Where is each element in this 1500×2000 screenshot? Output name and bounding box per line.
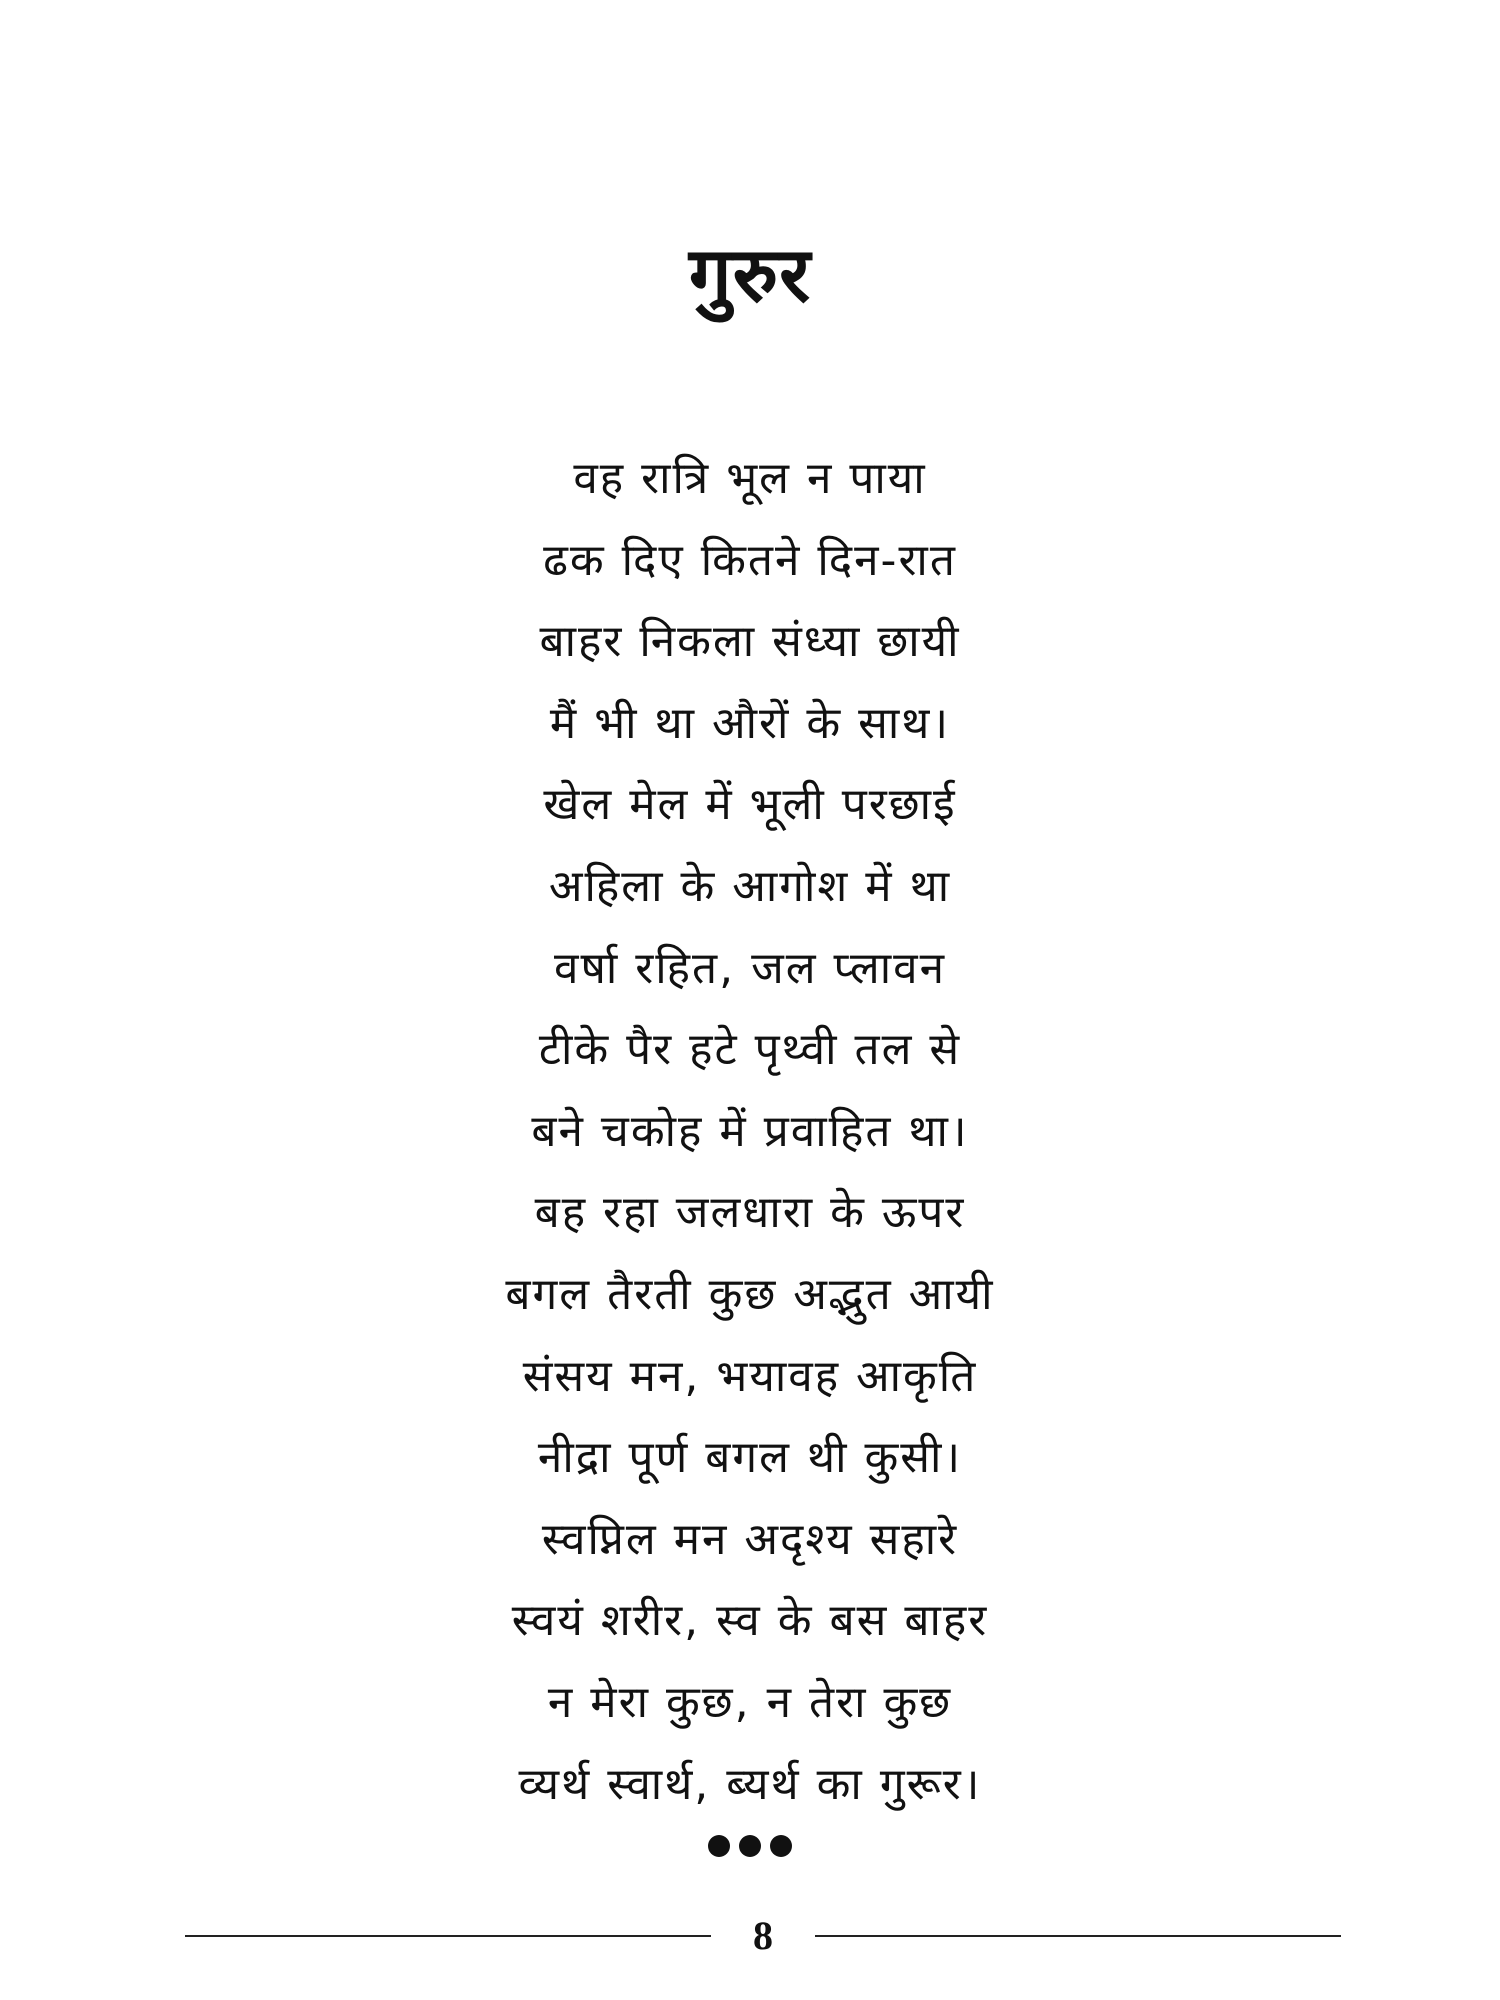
poem-line: वर्षा रहित, जल प्लावन <box>553 942 946 994</box>
poem-line: खेल मेल में भूली परछाई <box>543 779 957 831</box>
poem-line: मैं भी था औरों के साथ। <box>549 697 951 749</box>
poem-line: बाहर निकला संध्या छायी <box>539 616 961 668</box>
ornament-dot <box>739 1835 761 1857</box>
poem-line: न मेरा कुछ, न तेरा कुछ <box>547 1676 953 1728</box>
page-number: 8 <box>753 1913 773 1958</box>
poem-line: बने चकोह में प्रवाहित था। <box>531 1105 969 1157</box>
footer-rule-right <box>815 1935 1341 1937</box>
poem-title: गुरुर <box>688 229 812 319</box>
poem-line: अहिला के आगोश में था <box>548 860 952 912</box>
poem-line: बह रहा जलधारा के ऊपर <box>534 1187 966 1239</box>
poem-line: ढक दिए कितने दिन-रात <box>543 534 957 586</box>
ornament-dot <box>770 1835 792 1857</box>
poem-line: वह रात्रि भूल न पाया <box>573 453 927 504</box>
poem-line: स्वयं शरीर, स्व के बस बाहर <box>511 1595 989 1647</box>
section-end-ornament <box>0 1835 1500 1857</box>
footer-rule-left <box>185 1935 711 1937</box>
poem-line: संसय मन, भयावह आकृति <box>522 1350 978 1402</box>
poem-line: टीके पैर हटे पृथ्वी तल से <box>538 1024 962 1076</box>
poem-body <box>0 438 1500 1825</box>
poem-line: बगल तैरती कुछ अद्भुत आयी <box>505 1268 995 1320</box>
poem-line: व्यर्थ स्वार्थ, ब्यर्थ का गुरूर। <box>518 1758 982 1810</box>
poem-line: स्वप्निल मन अदृश्य सहारे <box>541 1513 959 1565</box>
poem-line: नीद्रा पूर्ण बगल थी कुसी। <box>537 1432 963 1484</box>
ornament-dot <box>708 1835 730 1857</box>
